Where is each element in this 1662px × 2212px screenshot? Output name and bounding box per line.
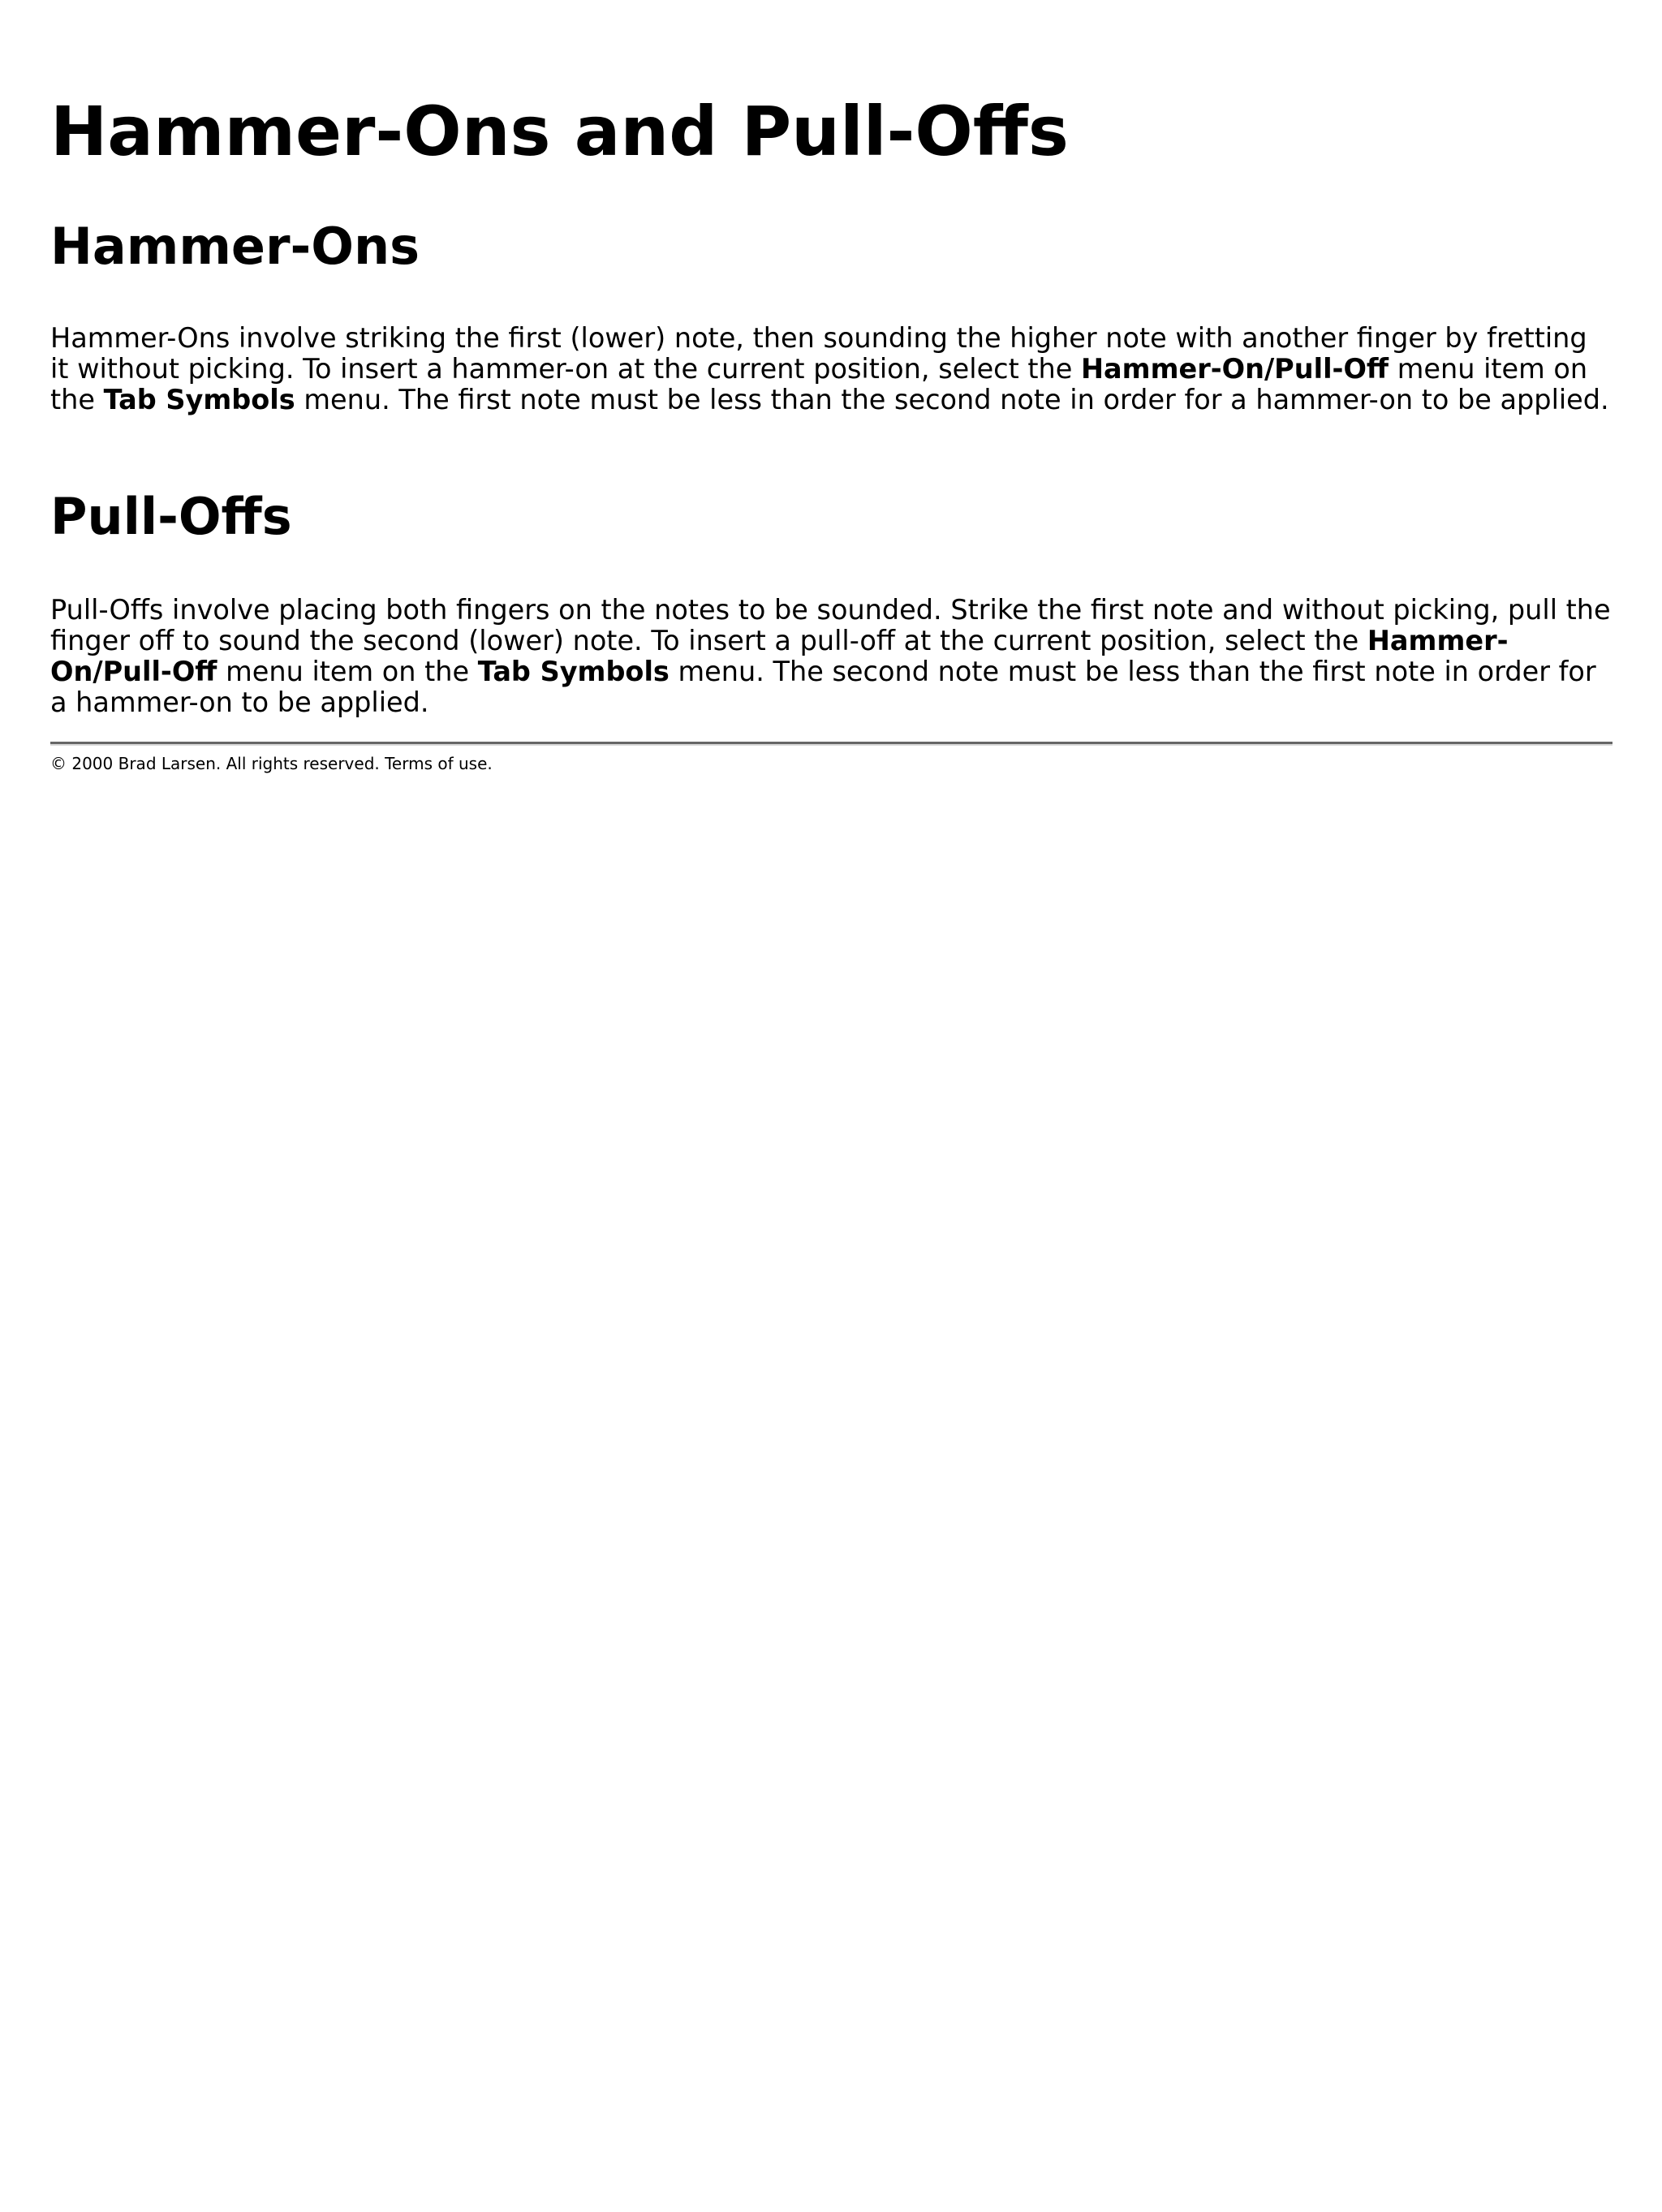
horizontal-rule (50, 742, 1612, 746)
menu-item-name: Hammer-On/Pull-Off (50, 625, 1509, 687)
paragraph-text: Hammer-Ons involve striking the first (lower) note, then sounding the higher note with another finger by fretting it without picking. To insert a hammer-on at the current position, select the (50, 322, 1587, 385)
page-title: Hammer-Ons and Pull-Offs (50, 92, 1069, 171)
paragraph-text: Pull-Offs involve placing both fingers on the notes to be sounded. Strike the first note and without picking, pull the finger off to sound the second (lower) note. To insert a pull-off at the current position, select the (50, 594, 1611, 656)
paragraph-text: menu item on the (50, 353, 1588, 415)
menu-item-name: Hammer-On/Pull-Off (1081, 353, 1389, 385)
paragraph-text: menu. The second note must be less than the first note in order for a hammer-on to be applied. (50, 656, 1596, 718)
paragraph-text: menu. The first note must be less than the second note in order for a hammer-on to be applied. (295, 384, 1609, 415)
pull-offs-paragraph (50, 595, 1612, 718)
pull-offs-heading: Pull-Offs (50, 487, 292, 546)
hammer-ons-paragraph (50, 323, 1612, 415)
hammer-ons-heading: Hammer-Ons (50, 217, 420, 276)
copyright-footer: © 2000 Brad Larsen. All rights reserved. Terms of use. (50, 754, 493, 773)
menu-name: Tab Symbols (477, 656, 670, 687)
paragraph-text: menu item on the (217, 656, 478, 687)
menu-name: Tab Symbols (103, 384, 295, 415)
